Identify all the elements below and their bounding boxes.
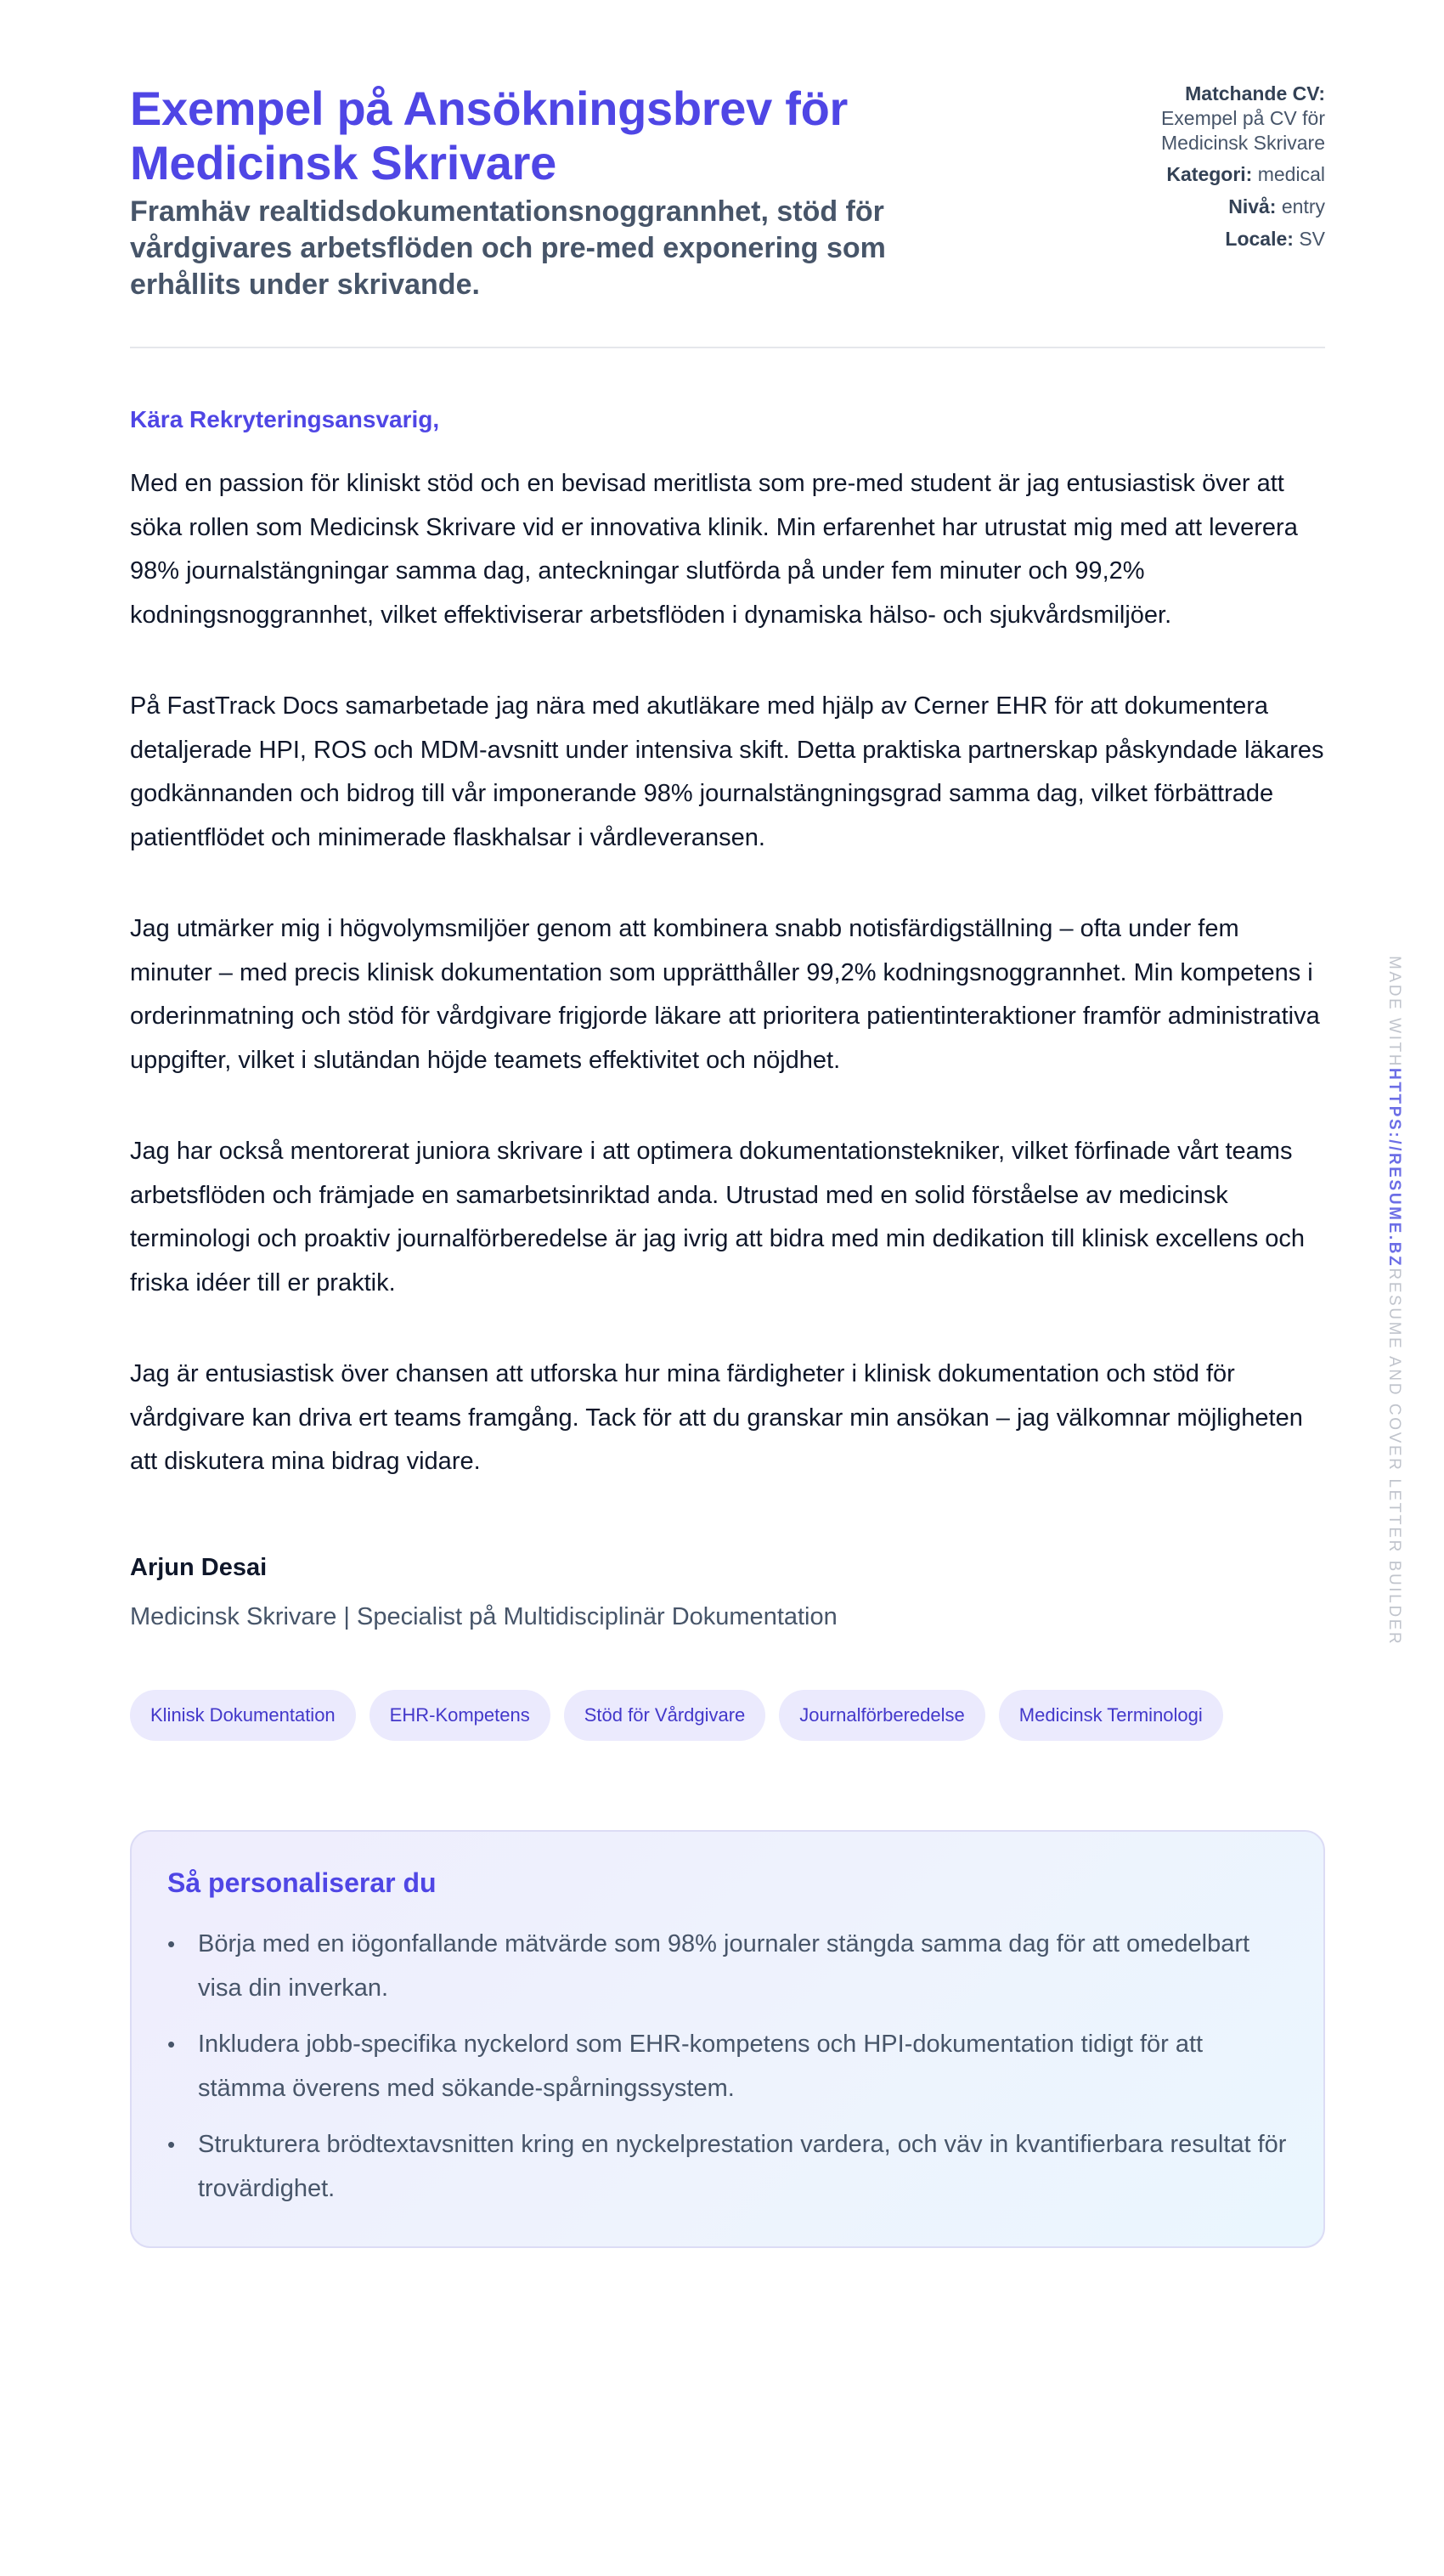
page-title: Exempel på Ansökningsbrev för Medicinsk Skrivare	[130, 82, 848, 189]
watermark-prefix: MADE WITH	[1385, 956, 1403, 1069]
letter-paragraph: Jag utmärker mig i högvolymsmiljöer genom att kombinera snabb notisfärdigställning – ofta under fem minuter – med precis klinisk dokumentation som upprätthåller 99,2% kodningsnoggrannhet. Min kompetens i orderinmatning och stöd för vårdgivare frigjorde läkare att prioritera patientinteraktioner framför administrativa uppgifter, vilket i slutändan höjde teamets effektivitet och nöjdhet.	[130, 915, 1320, 1074]
letter-greeting: Kära Rekryteringsansvarig,	[130, 406, 440, 432]
meta-locale-label: Locale:	[1225, 228, 1294, 250]
letter-body	[130, 462, 1325, 1484]
letter-paragraph: Med en passion för kliniskt stöd och en bevisad meritlista som pre-med student är jag entusiastisk över att söka rollen som Medicinsk Skrivare vid er innovativa klinik. Min erfarenhet har utrustat mig med att leverera 98% journalstängningar samma dag, anteckningar slutförda på under fem minuter och 99,2% kodningsnoggrannhet, vilket effektiviserar arbetsflöden i dynamiska hälso- och sjukvårdsmiljöer.	[130, 470, 1298, 629]
bullet-icon: •	[167, 1930, 176, 1957]
tip-text: Inkludera jobb-specifika nyckelord som EHR-kompetens och HPI-dokumentation tidigt för att stämma överens med sökande-spårningssystem.	[198, 2030, 1204, 2102]
meta-category	[1070, 162, 1325, 187]
skill-tag: EHR-Kompetens	[369, 1690, 550, 1741]
meta-category-value: medical	[1257, 163, 1325, 185]
skill-tag: Klinisk Dokumentation	[130, 1690, 356, 1741]
bullet-icon: •	[167, 2031, 176, 2057]
signature-name: Arjun Desai	[130, 1553, 268, 1581]
meta-level-value: entry	[1281, 195, 1325, 217]
tip-text: Börja med en iögonfallande mätvärde som 98% journaler stängda samma dag för att omedelbart visa din inverkan.	[198, 1929, 1250, 2002]
tips-heading: Så personaliserar du	[167, 1867, 437, 1898]
watermark-suffix: RESUME AND COVER LETTER BUILDER	[1385, 1268, 1403, 1647]
signature-block	[130, 1552, 1325, 1632]
skill-tag: Medicinsk Terminologi	[999, 1690, 1223, 1741]
meta-category-label: Kategori:	[1166, 163, 1253, 185]
page-subtitle: Framhäv realtidsdokumentationsnoggrannhet, stöd för vårdgivares arbetsflöden och pre-med exponering som erhållits under skrivande.	[130, 195, 886, 301]
tip-item	[167, 1922, 1289, 2010]
meta-panel	[1070, 82, 1325, 259]
meta-locale-value: SV	[1299, 228, 1325, 250]
tip-text: Strukturera brödtextavsnitten kring en nyckelprestation vardera, och väv in kvantifierbara resultat för trovärdighet.	[198, 2130, 1287, 2202]
bullet-icon: •	[167, 2131, 176, 2157]
tips-list	[167, 1922, 1289, 2211]
watermark-link[interactable]: HTTPS://RESUME.BZ	[1385, 1068, 1403, 1268]
tip-item	[167, 2022, 1289, 2110]
page-header	[130, 0, 1325, 348]
meta-locale	[1070, 227, 1325, 251]
meta-level-label: Nivå:	[1228, 195, 1277, 217]
cover-letter-page	[130, 0, 1325, 2248]
signature-title: Medicinsk Skrivare | Specialist på Multidisciplinär Dokumentation	[130, 1602, 838, 1630]
meta-matching-cv-label: Matchande CV:	[1185, 82, 1325, 105]
meta-matching-cv	[1070, 82, 1325, 155]
skill-tags	[130, 1690, 1234, 1741]
meta-level	[1070, 195, 1325, 219]
skill-tag: Journalförberedelse	[779, 1690, 984, 1741]
letter-paragraph: Jag är entusiastisk över chansen att utforska hur mina färdigheter i klinisk dokumentation och stöd för vårdgivare kan driva ert teams framgång. Tack för att du granskar min ansökan – jag välkomnar möjligheten att diskutera mina bidrag vidare.	[130, 1360, 1303, 1475]
skill-tag: Stöd för Vårdgivare	[564, 1690, 766, 1741]
letter-paragraph: Jag har också mentorerat juniora skrivare i att optimera dokumentationstekniker, vilket förfinade vårt teams arbetsflöden och främjade en samarbetsinriktad anda. Utrustad med en solid förståelse av medicinsk terminologi och proaktiv journalförberedelse är jag ivrig att bidra med min dedikation till klinisk excellens och friska idéer till er praktik.	[130, 1138, 1306, 1296]
made-with-watermark	[1378, 956, 1403, 1661]
meta-matching-cv-link[interactable]: Exempel på CV för Medicinsk Skrivare	[1160, 107, 1325, 154]
letter-paragraph: På FastTrack Docs samarbetade jag nära med akutläkare med hjälp av Cerner EHR för att dokumentera detaljerade HPI, ROS och MDM-avsnitt under intensiva skift. Detta praktiska partnerskap påskyndade läkares godkännanden och bidrog till vår imponerande 98% journalstängningsgrad samma dag, vilket förbättrade patientflödet och minimerade flaskhalsar i vårdleveransen.	[130, 692, 1324, 851]
tip-item	[167, 2122, 1289, 2211]
personalization-tips-box	[130, 1830, 1325, 2248]
